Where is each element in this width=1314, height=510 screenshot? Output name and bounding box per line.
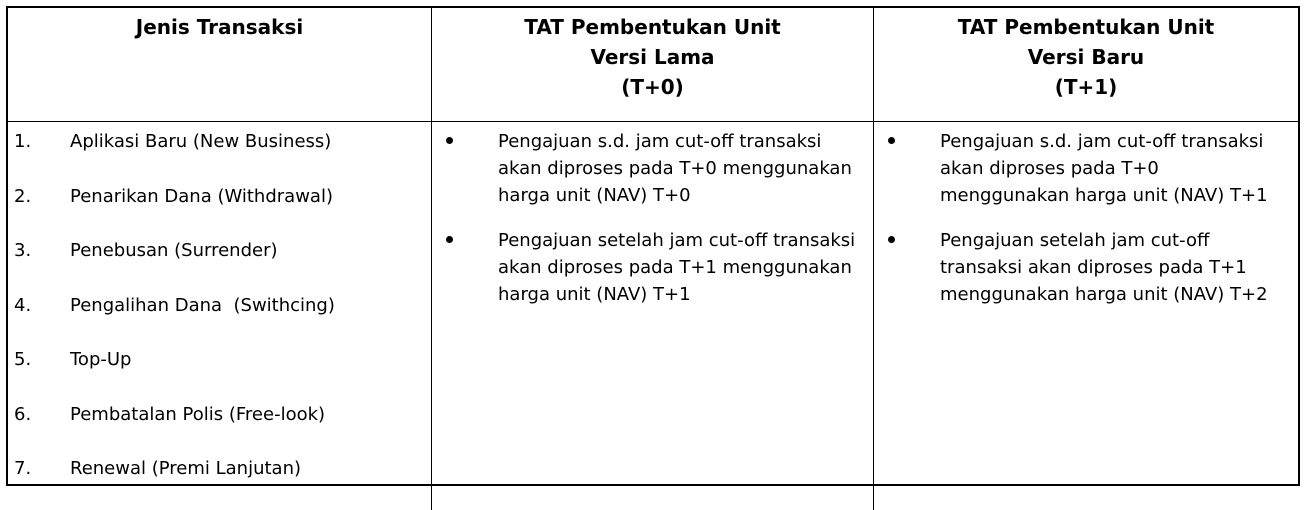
item-number: 4. bbox=[14, 294, 32, 316]
header-versi-lama bbox=[432, 8, 874, 122]
item-label: Pengalihan Dana (Swithcing) bbox=[70, 294, 335, 316]
item-number: 3. bbox=[14, 240, 32, 261]
item-label: Aplikasi Baru (New Business) bbox=[70, 131, 332, 152]
item-label: Top-Up bbox=[70, 349, 132, 370]
item-label: Pembatalan Polis (Free-look) bbox=[70, 403, 326, 425]
new-version-cell bbox=[874, 122, 1298, 510]
header-line: TAT Pembentukan Unit bbox=[524, 15, 781, 39]
new-version-list bbox=[874, 122, 1298, 308]
transaction-list bbox=[8, 122, 431, 510]
item-number: 1. bbox=[14, 131, 32, 152]
item-label: Penebusan (Surrender) bbox=[70, 240, 278, 261]
header-line: Versi Baru bbox=[1027, 45, 1145, 69]
bullet-icon bbox=[874, 128, 940, 209]
list-item bbox=[8, 292, 431, 347]
list-item bbox=[8, 401, 431, 456]
list-item bbox=[874, 227, 1298, 308]
bullet-text: Pengajuan setelah jam cut-off transaksi akan diproses pada T+1 menggunakan harga unit (NAV) T+1 bbox=[498, 230, 856, 305]
bullet-text: Pengajuan s.d. jam cut-off transaksi akan diproses pada T+0 menggunakan harga unit (NAV) T+0 bbox=[498, 131, 852, 206]
header-line: TAT Pembentukan Unit bbox=[957, 15, 1215, 39]
header-versi-baru bbox=[874, 8, 1298, 122]
list-item bbox=[874, 128, 1298, 209]
item-number: 6. bbox=[14, 403, 32, 425]
header-line: Jenis Transaksi bbox=[135, 15, 304, 39]
bullet-icon bbox=[432, 227, 498, 308]
transaction-types-cell bbox=[8, 122, 432, 510]
item-number: 2. bbox=[14, 185, 32, 207]
bullet-icon bbox=[432, 128, 498, 209]
list-item bbox=[432, 227, 873, 308]
header-line: (T+0) bbox=[621, 75, 684, 99]
bullet-icon bbox=[874, 227, 940, 308]
header-line: (T+1) bbox=[1054, 75, 1118, 99]
list-item bbox=[8, 346, 431, 401]
item-number: 7. bbox=[14, 458, 32, 479]
old-version-cell bbox=[432, 122, 874, 510]
item-label: Penarikan Dana (Withdrawal) bbox=[70, 185, 333, 207]
bullet-text: Pengajuan setelah jam cut-off transaksi akan diproses pada T+1 menggunakan harga unit (NAV) T+2 bbox=[940, 230, 1268, 305]
list-item bbox=[8, 455, 431, 510]
item-number: 5. bbox=[14, 349, 32, 370]
header-jenis-transaksi bbox=[8, 8, 432, 122]
list-item bbox=[8, 183, 431, 238]
item-label: Renewal (Premi Lanjutan) bbox=[70, 458, 302, 479]
list-item bbox=[8, 128, 431, 183]
header-line: Versi Lama bbox=[590, 45, 715, 69]
list-item bbox=[432, 128, 873, 209]
old-version-list bbox=[432, 122, 873, 308]
bullet-text: Pengajuan s.d. jam cut-off transaksi akan diproses pada T+0 menggunakan harga unit (NAV) T+1 bbox=[940, 131, 1268, 206]
list-item bbox=[8, 237, 431, 292]
tat-comparison-table bbox=[6, 6, 1300, 486]
